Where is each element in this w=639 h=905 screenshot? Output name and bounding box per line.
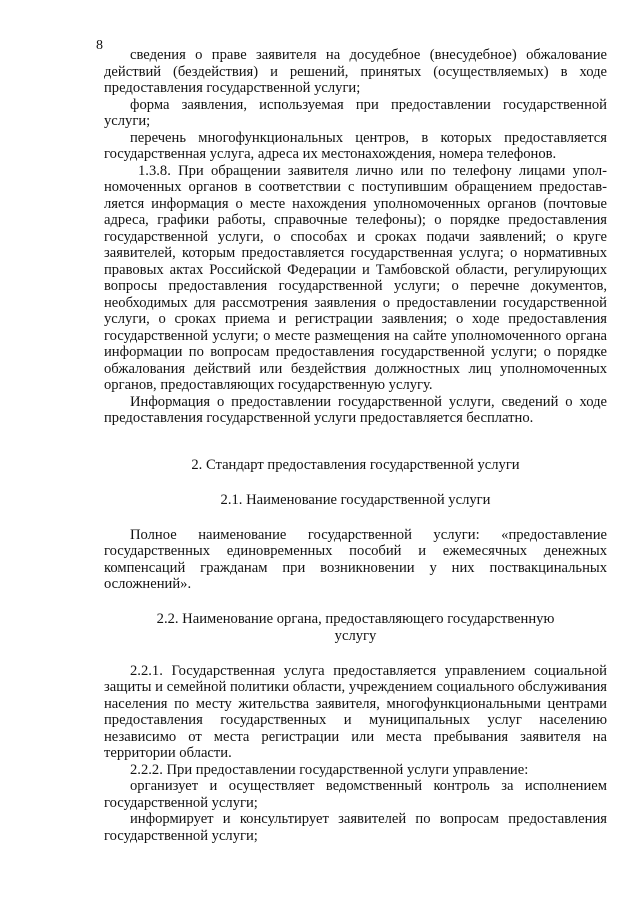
paragraph-informs-applicants: информирует и консультирует заявителей по вопросам предоставления государственной услуги; xyxy=(104,811,607,844)
paragraph-appeal-rights: сведения о праве заявителя на досудебное (внесудебное) обжалование действий (бездействия) и решений, принятых (осуществляемых) в ходе предоставления государственной услуги; xyxy=(104,47,607,96)
paragraph-2-2-1: 2.2.1. Государственная услуга предоставляется управлением социальной защиты и семейной политики области, учреждением социального обслуживания населения по месту жительства заявителя, многофункциональными центрами предоставления государственных и муниципальных услуг населению независимо от места регистрации или места пребывания заявителя на территории области. xyxy=(104,662,607,761)
page-number: 8 xyxy=(96,38,103,53)
paragraph-1-3-8: 1.3.8. При обращении заявителя лично или по телефону лицами уполномоченных органов в соответствии с поступившим обращением предоставляется информация о месте нахождения уполномоченных органов (почтовые адреса, графики работы, справочные телефоны); о порядке предоставления государственной услуги, о способах и сроках подачи заявлений; о круге заявителей, которым предоставляется государственная услуга; о нормативных правовых актах Российской Федерации и Тамбовской области, регулирующих вопросы предоставления государственной услуги; о перечне документов, необходимых для рассмотрения заявления о предоставлении государственной услуги, о сроках приема и регистрации заявления; о ходе предоставления государственной услуги; о месте размещения на сайте уполномоченного органа информации по вопросам предоставления государственной услуги; о порядке обжалования действий или бездействия должностных лиц уполномоченных органов, предоставляющих государственную услугу. xyxy=(104,162,607,393)
document-body xyxy=(104,47,607,844)
spacer xyxy=(104,593,607,611)
paragraph-application-form: форма заявления, используемая при предоставлении государственной услуги; xyxy=(104,96,607,129)
paragraph-free-info: Информация о предоставлении государственной услуги, сведений о ходе предоставления государственной услуги предоставляется бесплатно. xyxy=(104,393,607,426)
section-2-heading: 2. Стандарт предоставления государственной услуги xyxy=(191,456,520,473)
paragraph-service-name: Полное наименование государственной услуги: «предоставление государственных единовременных пособий и ежемесячных денежных компенсаций гражданам при возникновении у них поствакцинальных осложнений». xyxy=(104,526,607,592)
paragraph-2-2-2: 2.2.2. При предоставлении государственной услуги управление: xyxy=(130,761,529,778)
spacer xyxy=(104,427,607,457)
section-2-2-heading: 2.2. Наименование органа, предоставляющего государственную услугу xyxy=(156,610,555,644)
paragraph-mfc-list: перечень многофункциональных центров, в которых предоставляется государственная услуга, адреса их местонахождения, номера телефонов. xyxy=(104,129,607,162)
section-2-1-heading: 2.1. Наименование государственной услуги xyxy=(220,491,491,508)
spacer xyxy=(104,474,607,492)
paragraph-organizes-control: организует и осуществляет ведомственный контроль за исполнением государственной услуги; xyxy=(104,778,607,811)
spacer xyxy=(104,509,607,527)
spacer xyxy=(104,645,607,663)
